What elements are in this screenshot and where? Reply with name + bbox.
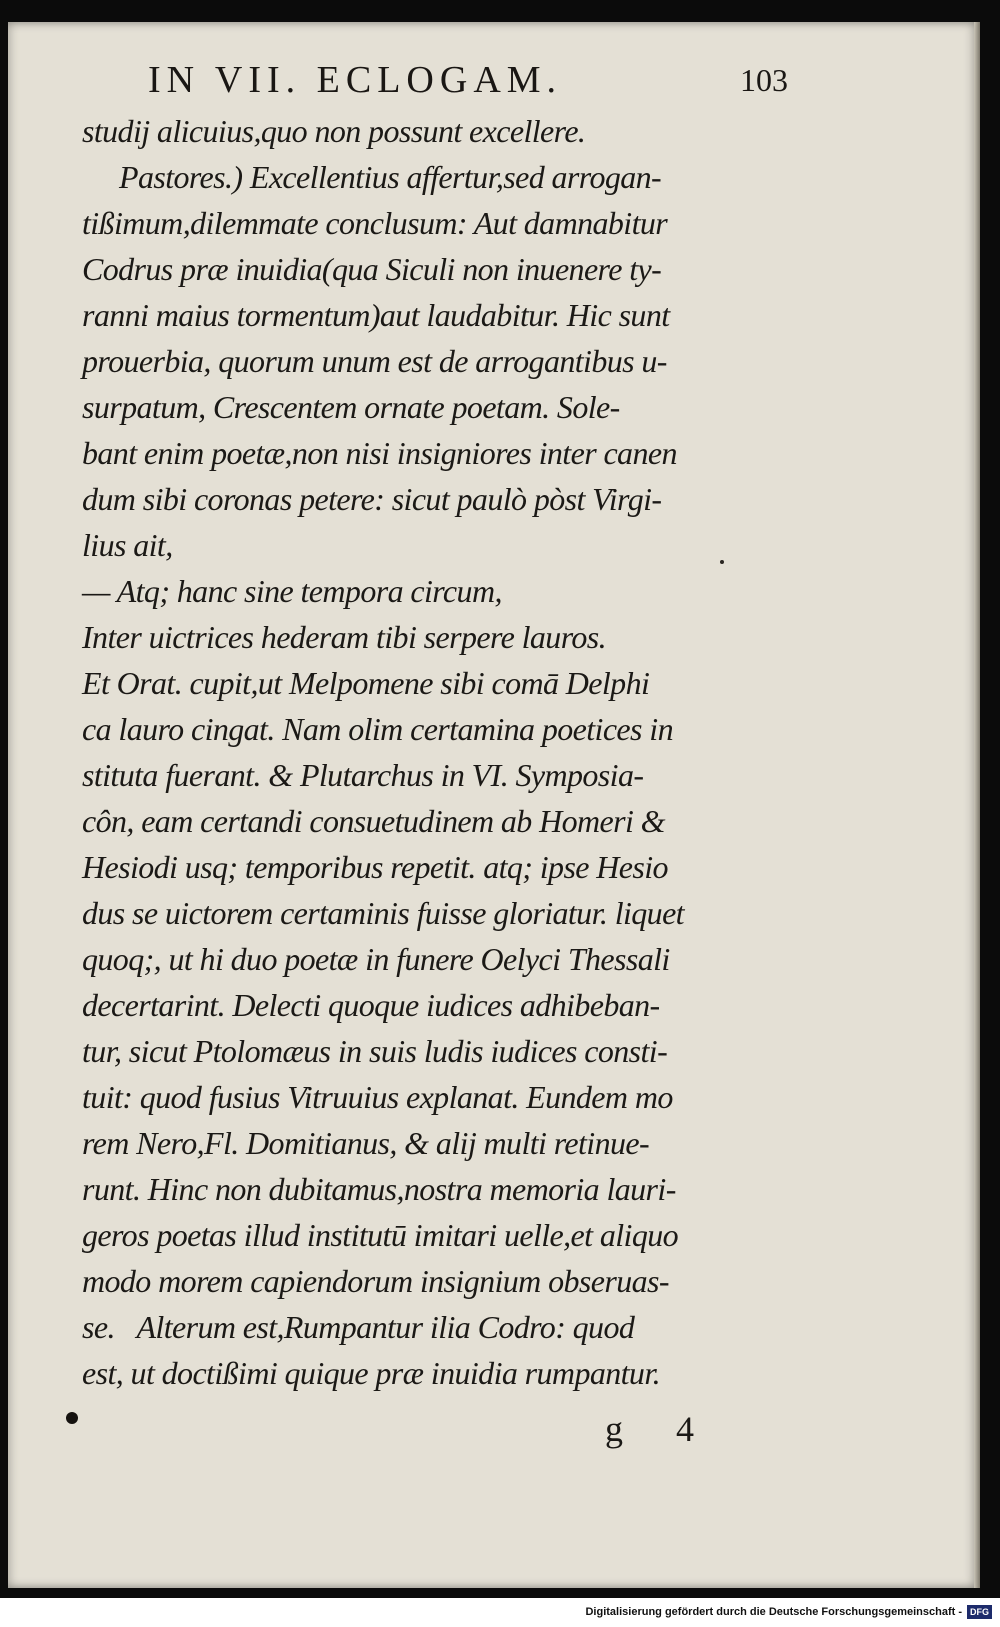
text-line: tuit: quod fusius Vitruuius explanat. Eundem mo <box>82 1079 673 1115</box>
page-edge-shadow <box>974 22 980 1588</box>
text-line: geros poetas illud institutū imitari uelle,et aliquo <box>82 1217 679 1253</box>
text-line: surpatum, Crescentem ornate poetam. Sole- <box>82 389 620 425</box>
ink-speck <box>720 560 724 564</box>
text-line: Et Orat. cupit,ut Melpomene sibi comā Delphi <box>82 665 650 701</box>
text-line: rem Nero,Fl. Domitianus, & alij multi retinue- <box>82 1125 650 1161</box>
signature-mark: g 4 <box>605 1409 716 1449</box>
text-line: studij alicuius,quo non possunt excellere. <box>82 113 586 149</box>
text-line: Hesiodi usq; temporibus repetit. atq; ipse Hesio <box>82 849 668 885</box>
text-line: Pastores.) Excellentius affertur,sed arrogan- <box>82 159 662 195</box>
text-line: dus se uictorem certaminis fuisse gloriatur. liquet <box>82 895 684 931</box>
dfg-logo: DFG <box>967 1605 992 1619</box>
text-line: se. Alterum est,Rumpantur ilia Codro: quod <box>82 1309 635 1345</box>
text-line: modo morem capiendorum insignium obseruas- <box>82 1263 669 1299</box>
running-head-title: IN VII. ECLOGAM. <box>148 59 563 101</box>
text-line: prouerbia, quorum unum est de arrogantibus u- <box>82 343 667 379</box>
text-line: tur, sicut Ptolomæus in suis ludis iudices consti- <box>82 1033 668 1069</box>
text-line: quoq;, ut hi duo poetæ in funere Oelyci Thessali <box>82 941 670 977</box>
text-line: — Atq; hanc sine tempora circum, <box>82 573 502 609</box>
text-line: stituta fuerant. & Plutarchus in VI. Symposia- <box>82 757 644 793</box>
running-head <box>148 50 788 110</box>
text-line: lius ait, <box>82 527 173 563</box>
ink-blot <box>66 1412 78 1424</box>
digitization-footer <box>0 1598 1000 1627</box>
text-line: ca lauro cingat. Nam olim certamina poetices in <box>82 711 673 747</box>
text-line: decertarint. Delecti quoque iudices adhibeban- <box>82 987 660 1023</box>
body-text <box>82 108 802 1396</box>
page-number: 103 <box>740 62 788 98</box>
text-line: runt. Hinc non dubitamus,nostra memoria lauri- <box>82 1171 676 1207</box>
funding-credit: Digitalisierung gefördert durch die Deutsche Forschungsgemeinschaft - <box>585 1606 962 1618</box>
text-line: bant enim poetæ,non nisi insigniores inter canen <box>82 435 677 471</box>
text-line: côn, eam certandi consuetudinem ab Homeri & <box>82 803 665 839</box>
text-line: est, ut doctißimi quique præ inuidia rumpantur. <box>82 1355 661 1391</box>
text-line: Codrus præ inuidia(qua Siculi non inuenere ty- <box>82 251 662 287</box>
text-line: Inter uictrices hederam tibi serpere lauros. <box>82 619 607 655</box>
text-line: dum sibi coronas petere: sicut paulò pòst Virgi- <box>82 481 662 517</box>
text-line: tißimum,dilemmate conclusum: Aut damnabitur <box>82 205 668 241</box>
text-line: ranni maius tormentum)aut laudabitur. Hic sunt <box>82 297 670 333</box>
